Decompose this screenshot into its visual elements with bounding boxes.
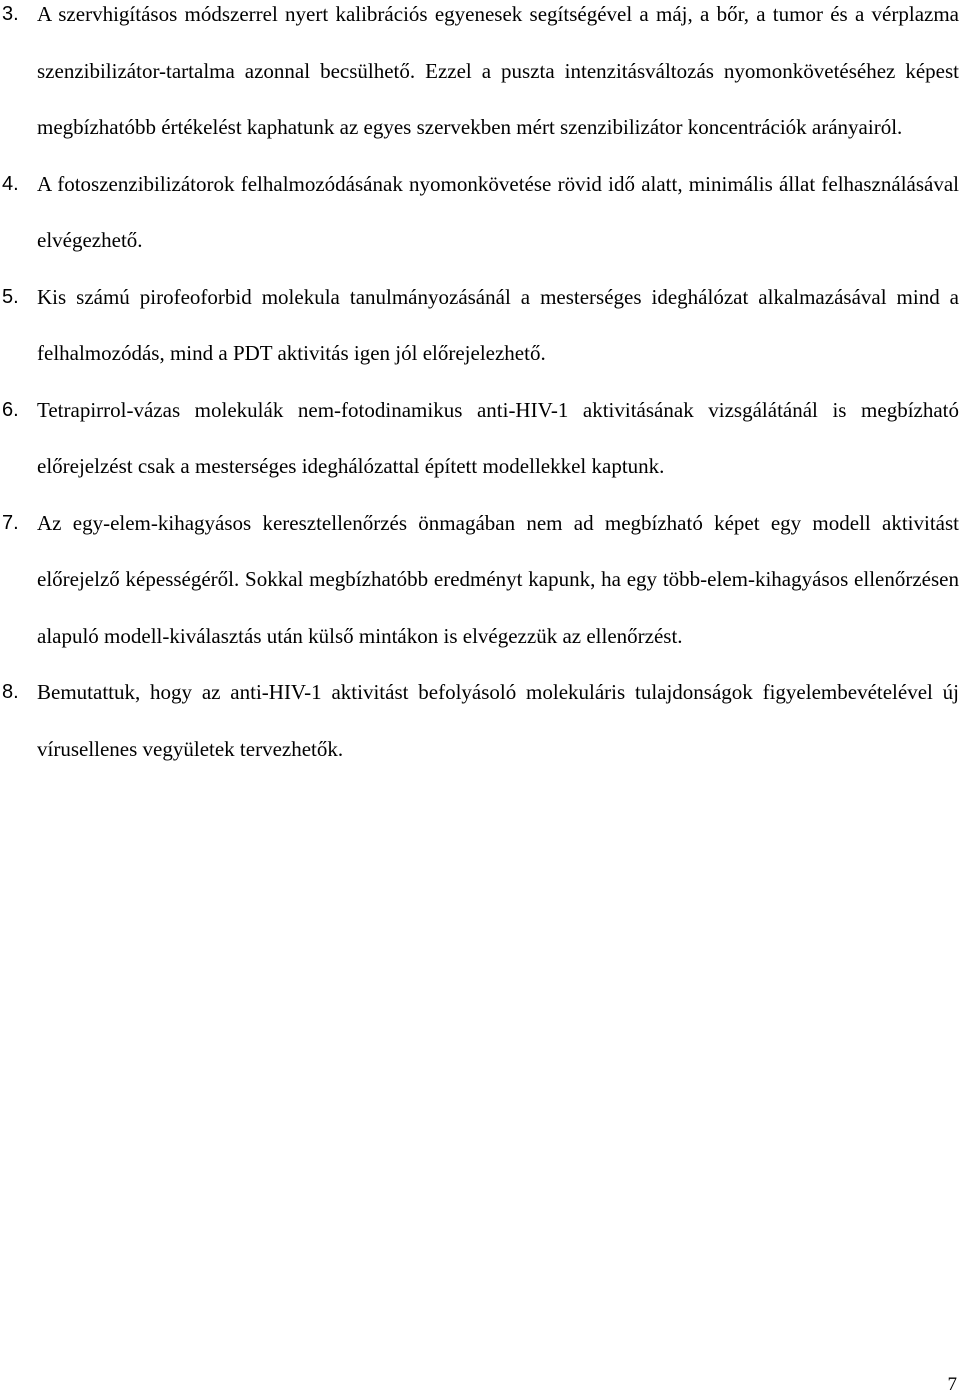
item-text: Bemutattuk, hogy az anti-HIV-1 aktivitást befolyásoló molekuláris tulajdonságok figyelembevételével új vírusellenes vegyületek tervezhetők. (37, 680, 959, 761)
item-text: Kis számú pirofeoforbid molekula tanulmányozásánál a mesterséges ideghálózat alkalmazásával mind a felhalmozódás, mind a PDT aktivitás igen jól előrejelezhető. (37, 284, 959, 365)
page-number: 7 (947, 1374, 957, 1395)
item-number: 4. (2, 172, 19, 195)
list-item (0, 0, 960, 156)
item-text: Tetrapirrol-vázas molekulák nem-fotodinamikus anti-HIV-1 aktivitásának vizsgálátánál is megbízható előrejelzést csak a mesterséges ideghálózattal épített modellekkel kaptunk. (37, 397, 959, 478)
list-item (0, 664, 960, 777)
item-text: A szervhigításos módszerrel nyert kalibrációs egyenesek segítségével a máj, a bőr, a tumor és a vérplazma szenzibilizátor-tartalma azonnal becsülhető. Ezzel a puszta intenzitásváltozás nyomonkövetéséhez képest megbízhatóbb értékelést kaphatunk az egyes szervekben mért szenzibilizátor koncentrációk arányairól. (37, 2, 959, 139)
list-item (0, 495, 960, 665)
item-number: 8. (2, 681, 19, 703)
item-number: 7. (2, 511, 19, 534)
list-item (0, 382, 960, 495)
item-number: 3. (2, 3, 19, 25)
item-text: Az egy-elem-kihagyásos keresztellenőrzés önmagában nem ad megbízható képet egy modell aktivitást előrejelző képességéről. Sokkal megbízhatóbb eredményt kapunk, ha egy több-elem-kihagyásos ellenőrzésen alapuló modell-kiválasztás után külső mintákon is elvégezzük az ellenőrzést. (37, 510, 959, 648)
list-item (0, 156, 960, 269)
list-item (0, 269, 960, 382)
item-number: 5. (2, 285, 19, 308)
item-number: 6. (2, 398, 19, 421)
item-text: A fotoszenzibilizátorok felhalmozódásának nyomonkövetése rövid idő alatt, minimális állat felhasználásával elvégezhető. (37, 171, 959, 252)
